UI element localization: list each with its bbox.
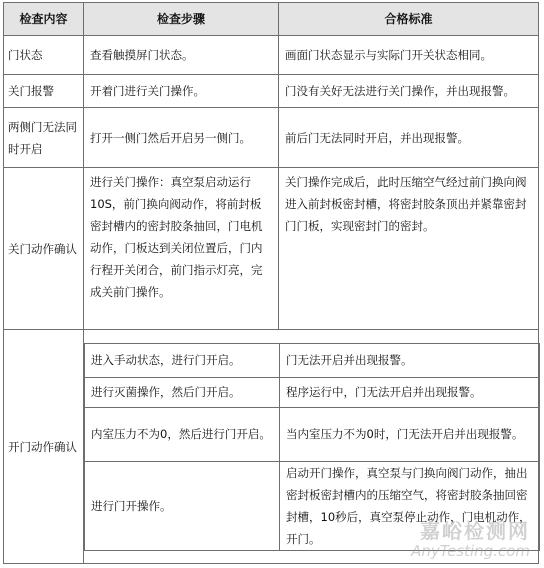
- table-row: [4, 108, 539, 168]
- row-step: 开着门进行关门操作。: [84, 75, 279, 108]
- row-item: 门状态: [4, 36, 84, 75]
- row-item: 两侧门无法同时开启: [4, 108, 84, 168]
- row-criterion: 前后门无法同时开启，并出现报警。: [279, 108, 539, 168]
- sub-rows-cell: [84, 330, 539, 564]
- sub-row: [85, 343, 540, 377]
- row-step: 查看触摸屏门状态。: [84, 36, 279, 75]
- sub-step: 进行灭菌操作，然后门开启。: [85, 377, 280, 407]
- table-row: [4, 75, 539, 108]
- row-item: 关门报警: [4, 75, 84, 108]
- table-row: [4, 36, 539, 75]
- row-item: 开门动作确认: [4, 330, 84, 564]
- table-row: [4, 330, 539, 564]
- table-header-row: [4, 3, 539, 36]
- header-step: 检查步骤: [84, 3, 279, 36]
- sub-row: [85, 461, 540, 550]
- sub-step: 进入手动状态，进行门开启。: [85, 343, 280, 377]
- sub-criterion: 启动开门操作，真空泵与门换向阀门动作，抽出密封板密封槽内的压缩空气，将密封胶条抽回密封槽，10秒后，真空泵停止动作，门电机动作，开门。: [280, 461, 540, 550]
- sub-step: 进行门开操作。: [85, 461, 280, 550]
- inspection-table: [3, 2, 539, 564]
- sub-criterion: 程序运行中，门无法开启并出现报警。: [280, 377, 540, 407]
- watermark-en: AnyTesting.com: [411, 542, 530, 560]
- sub-step: 内室压力不为0，然后进行门开启。: [85, 407, 280, 461]
- header-criterion: 合格标准: [279, 3, 539, 36]
- sub-row: [85, 407, 540, 461]
- table-row: [4, 168, 539, 330]
- row-criterion: 关门操作完成后，此时压缩空气经过前门换向阀进入前封板密封槽，将密封胶条顶出并紧靠密封门门板，实现密封门的密封。: [279, 168, 539, 330]
- sub-row: [85, 377, 540, 407]
- row-item: 关门动作确认: [4, 168, 84, 330]
- sub-criterion: 门无法开启并出现报警。: [280, 343, 540, 377]
- watermark-cn: 嘉峪检测网: [420, 519, 530, 543]
- row-criterion: 画面门状态显示与实际门开关状态相同。: [279, 36, 539, 75]
- row-step: 进行关门操作：真空泵启动运行10S，前门换向阀动作，将前封板密封槽内的密封胶条抽回，门电机动作，门板达到关闭位置后，门内行程开关闭合，前门指示灯亮，完成关前门操作。: [84, 168, 279, 330]
- header-item: 检查内容: [4, 3, 84, 36]
- row-step: 打开一侧门然后开启另一侧门。: [84, 108, 279, 168]
- row-criterion: 门没有关好无法进行关门操作，并出现报警。: [279, 75, 539, 108]
- sub-criterion: 当内室压力不为0时，门无法开启并出现报警。: [280, 407, 540, 461]
- sub-table: [84, 343, 540, 551]
